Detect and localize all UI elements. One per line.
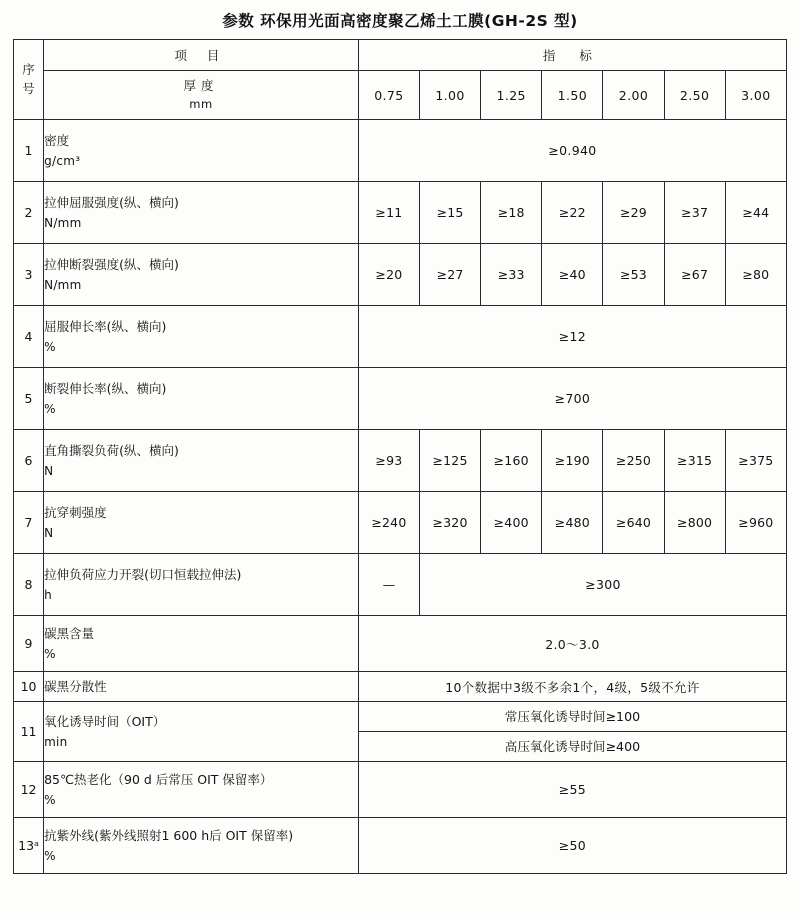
row-item bbox=[44, 182, 359, 244]
row-value: ≥33 bbox=[481, 244, 542, 306]
header-seq-line2: 号 bbox=[22, 80, 35, 96]
row-value: ≥22 bbox=[542, 182, 603, 244]
row-item-line1: 抗紫外线(紫外线照射1 600 h后 OIT 保留率) bbox=[44, 827, 294, 843]
row-seq: 3 bbox=[14, 244, 44, 306]
row-item-line1: 断裂伸长率(纵、横向) bbox=[44, 380, 167, 396]
row-value: ≥53 bbox=[603, 244, 664, 306]
row-span-value: ≥50 bbox=[358, 818, 786, 874]
table-row bbox=[14, 672, 787, 702]
thickness-col-1: 1.00 bbox=[419, 71, 480, 120]
table-row bbox=[14, 554, 787, 616]
row-value: ≥375 bbox=[725, 430, 786, 492]
row-value: ≥800 bbox=[664, 492, 725, 554]
row-item-line2: % bbox=[44, 339, 56, 354]
row-item bbox=[44, 702, 359, 762]
spec-table bbox=[13, 39, 787, 874]
row-seq: 8 bbox=[14, 554, 44, 616]
row-value-dash: — bbox=[358, 554, 419, 616]
row-item-line2: N bbox=[44, 463, 54, 478]
row-item-line2: N bbox=[44, 525, 54, 540]
row-item-line1: 密度 bbox=[44, 132, 70, 148]
row-item-line2: h bbox=[44, 587, 52, 602]
row-value: ≥44 bbox=[725, 182, 786, 244]
header-indicator: 指 标 bbox=[358, 40, 786, 71]
row-value: ≥27 bbox=[419, 244, 480, 306]
row-item bbox=[44, 492, 359, 554]
row-item-line1: 直角撕裂负荷(纵、横向) bbox=[44, 442, 179, 458]
table-row bbox=[14, 616, 787, 672]
row-value: ≥320 bbox=[419, 492, 480, 554]
row-item-line1: 85℃热老化（90 d 后常压 OIT 保留率） bbox=[44, 771, 273, 787]
row-seq: 7 bbox=[14, 492, 44, 554]
row-item-line2: % bbox=[44, 401, 56, 416]
row-seq: 4 bbox=[14, 306, 44, 368]
row-value: ≥960 bbox=[725, 492, 786, 554]
row-value: ≥250 bbox=[603, 430, 664, 492]
row-seq: 13ᵃ bbox=[14, 818, 44, 874]
row-value: ≥20 bbox=[358, 244, 419, 306]
row-item-line1: 抗穿刺强度 bbox=[44, 504, 107, 520]
row-split-value-1: 常压氧化诱导时间≥100 bbox=[359, 702, 786, 732]
row-seq: 11 bbox=[14, 702, 44, 762]
row-item bbox=[44, 554, 359, 616]
header-seq bbox=[14, 40, 44, 120]
row-item bbox=[44, 120, 359, 182]
row-span-value: ≥300 bbox=[419, 554, 786, 616]
row-item-line1: 拉伸屈服强度(纵、横向) bbox=[44, 194, 179, 210]
row-seq: 6 bbox=[14, 430, 44, 492]
row-value: ≥29 bbox=[603, 182, 664, 244]
row-value: ≥18 bbox=[481, 182, 542, 244]
header-item: 项 目 bbox=[44, 40, 359, 71]
row-span-value: 2.0～3.0 bbox=[358, 616, 786, 672]
table-row bbox=[14, 818, 787, 874]
row-item bbox=[44, 818, 359, 874]
row-item-line2: % bbox=[44, 848, 56, 863]
row-value: ≥11 bbox=[358, 182, 419, 244]
row-item bbox=[44, 244, 359, 306]
table-row bbox=[14, 306, 787, 368]
row-item-line2: % bbox=[44, 646, 56, 661]
table-row bbox=[14, 182, 787, 244]
header-thickness bbox=[44, 71, 359, 120]
header-thickness-unit: mm bbox=[189, 96, 213, 111]
row-value: ≥400 bbox=[481, 492, 542, 554]
row-item bbox=[44, 616, 359, 672]
table-row bbox=[14, 244, 787, 306]
row-value: ≥125 bbox=[419, 430, 480, 492]
row-value: ≥15 bbox=[419, 182, 480, 244]
row-seq: 9 bbox=[14, 616, 44, 672]
row-item-line2: N/mm bbox=[44, 277, 82, 292]
page-title: 参数 环保用光面高密度聚乙烯土工膜(GH-2S 型) bbox=[222, 12, 578, 30]
row-item bbox=[44, 762, 359, 818]
row-span-value: ≥55 bbox=[358, 762, 786, 818]
row-seq: 2 bbox=[14, 182, 44, 244]
row-split-value-2: 高压氧化诱导时间≥400 bbox=[504, 739, 641, 754]
row-span-value: ≥700 bbox=[358, 368, 786, 430]
row-value: ≥40 bbox=[542, 244, 603, 306]
table-subheader-row bbox=[14, 71, 787, 120]
row-item-line2: N/mm bbox=[44, 215, 82, 230]
table-row bbox=[14, 702, 787, 762]
row-value: ≥160 bbox=[481, 430, 542, 492]
row-item bbox=[44, 672, 359, 702]
row-value: ≥315 bbox=[664, 430, 725, 492]
row-item-line2: g/cm³ bbox=[44, 153, 81, 168]
table-row bbox=[14, 762, 787, 818]
thickness-col-2: 1.25 bbox=[481, 71, 542, 120]
row-item bbox=[44, 368, 359, 430]
table-row bbox=[14, 430, 787, 492]
row-value: ≥37 bbox=[664, 182, 725, 244]
header-seq-line1: 序 bbox=[22, 62, 35, 78]
row-item-line1: 屈服伸长率(纵、横向) bbox=[44, 318, 167, 334]
row-seq: 1 bbox=[14, 120, 44, 182]
row-value: ≥80 bbox=[725, 244, 786, 306]
thickness-col-4: 2.00 bbox=[603, 71, 664, 120]
row-value: ≥93 bbox=[358, 430, 419, 492]
row-seq: 5 bbox=[14, 368, 44, 430]
table-row bbox=[14, 368, 787, 430]
header-thickness-label: 厚度 bbox=[183, 78, 219, 93]
table-row bbox=[14, 120, 787, 182]
row-item-line2: min bbox=[44, 734, 68, 749]
table-row bbox=[14, 492, 787, 554]
row-item-line1: 碳黑分散性 bbox=[44, 678, 107, 694]
row-value: ≥240 bbox=[358, 492, 419, 554]
row-item-line1: 拉伸负荷应力开裂(切口恒载拉伸法) bbox=[44, 566, 242, 582]
row-item-line2: % bbox=[44, 792, 56, 807]
thickness-col-0: 0.75 bbox=[358, 71, 419, 120]
thickness-col-6: 3.00 bbox=[725, 71, 786, 120]
row-value: ≥67 bbox=[664, 244, 725, 306]
row-seq: 12 bbox=[14, 762, 44, 818]
row-span-value: 10个数据中3级不多余1个，4级，5级不允许 bbox=[358, 672, 786, 702]
row-span-value: ≥0.940 bbox=[358, 120, 786, 182]
row-value: ≥190 bbox=[542, 430, 603, 492]
row-value: ≥640 bbox=[603, 492, 664, 554]
row-item bbox=[44, 430, 359, 492]
table-header-row bbox=[14, 40, 787, 71]
thickness-col-3: 1.50 bbox=[542, 71, 603, 120]
row-item-line1: 碳黑含量 bbox=[44, 625, 95, 641]
thickness-col-5: 2.50 bbox=[664, 71, 725, 120]
row-item bbox=[44, 306, 359, 368]
row-split-values bbox=[358, 702, 786, 762]
row-item-line1: 氧化诱导时间（OIT） bbox=[44, 713, 166, 729]
row-seq: 10 bbox=[14, 672, 44, 702]
row-value: ≥480 bbox=[542, 492, 603, 554]
row-item-line1: 拉伸断裂强度(纵、横向) bbox=[44, 256, 179, 272]
row-span-value: ≥12 bbox=[358, 306, 786, 368]
